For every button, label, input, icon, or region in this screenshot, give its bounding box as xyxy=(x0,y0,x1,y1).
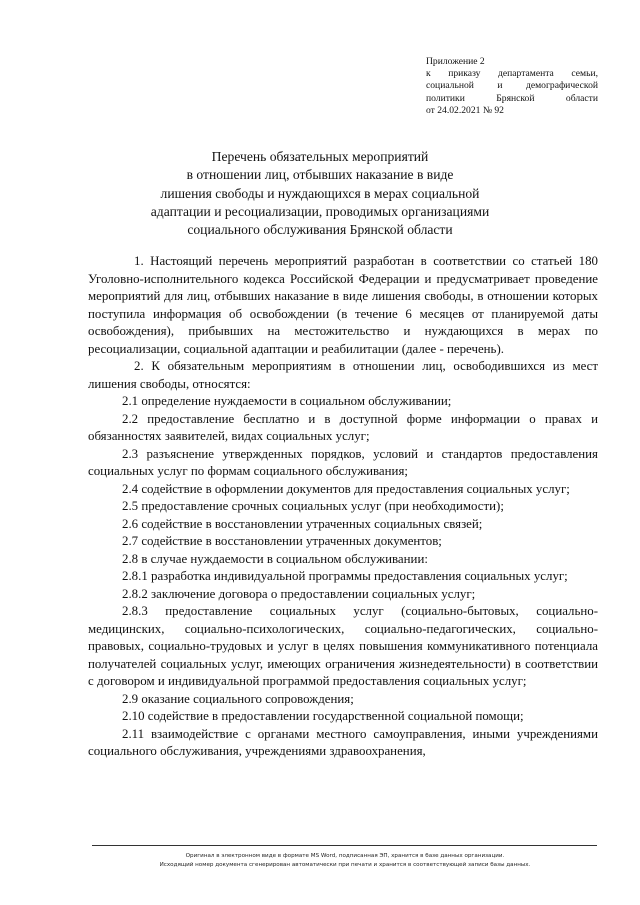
appendix-department-line: социальной и демографической xyxy=(426,80,598,92)
item-2-6: 2.6 содействие в восстановлении утраченных социальных связей; xyxy=(122,516,483,531)
item-2-11: 2.11 взаимодействие с органами местного самоуправления, иными учреждениями социального обслуживания, учреждениями здравоохранения, xyxy=(88,726,598,758)
title-line: адаптации и ресоциализации, проводимых организациями xyxy=(150,203,490,219)
item-2-7: 2.7 содействие в восстановлении утраченных документов; xyxy=(122,534,442,548)
title-line: социального обслуживания Брянской области xyxy=(187,222,453,238)
item-2-8-1: 2.8.1 разработка индивидуальной программы предоставления социальных услуг; xyxy=(122,569,568,583)
item-2-8: 2.8 в случае нуждаемости в социальном обслуживании: xyxy=(122,551,428,566)
paragraph-2: 2. К обязательным мероприятиям в отношении лиц, освободившихся из мест лишения свободы, относятся: xyxy=(88,359,598,391)
item-2-8-3: 2.8.3 предоставление социальных услуг (социально-бытовых, социально-медицинских, социально-психологических, социально-педагогических, социально-правовых, социально-трудовых и услуг в целях повышения коммуникативного потенциала получателей социальных услуг, имеющих ограничения жизнедеятельности) в соответствии с договором и индивидуальной программой предоставления социальных услуг; xyxy=(88,604,598,688)
item-2-10: 2.10 содействие в предоставлении государственной социальной помощи; xyxy=(122,709,524,723)
item-2-2: 2.2 предоставление бесплатно и в доступной форме информации о правах и обязанностях заявителей, видах социальных услуг; xyxy=(88,411,598,443)
footer-line-2: Исходящий номер документа сгенерирован автоматически при печати и хранится в соответствующей записи базы данных. xyxy=(159,861,531,868)
item-2-9: 2.9 оказание социального сопровождения; xyxy=(122,691,354,706)
item-2-4: 2.4 содействие в оформлении документов для предоставления социальных услуг; xyxy=(122,481,570,496)
item-2-8-2: 2.8.2 заключение договора о предоставлении социальных услуг; xyxy=(122,586,476,601)
appendix-block xyxy=(426,56,598,117)
footer-divider xyxy=(92,845,597,846)
appendix-label: Приложение 2 xyxy=(426,56,485,67)
title-line: в отношении лиц, отбывших наказание в виде xyxy=(186,167,454,183)
footer-line-1: Оригинал в электронном виде в формате MS Word, подписанная ЭП, хранится в базе данных организации. xyxy=(185,853,505,859)
title-line: Перечень обязательных мероприятий xyxy=(211,149,429,164)
appendix-date-line: от 24.02.2021 № 92 xyxy=(426,104,504,116)
paragraph-1: 1. Настоящий перечень мероприятий разработан в соответствии со статьей 180 Уголовно-исполнительного кодекса Российской Федерации и предусматривает проведение мероприятий для лиц, отбывших наказание в виде лишения свободы, в отношении которых поступила информация об освобождении (в течение 6 месяцев от планируемой даты освобождения), прибывших на местожительство и нуждающихся в мерах по ресоциализации, социальной адаптации и реабилитации (далее - перечень). xyxy=(88,254,598,356)
document-title xyxy=(110,148,530,239)
item-2-5: 2.5 предоставление срочных социальных услуг (при необходимости); xyxy=(122,499,504,513)
item-2-1: 2.1 определение нуждаемости в социальном обслуживании; xyxy=(122,394,452,408)
item-2-3: 2.3 разъяснение утвержденных порядков, условий и стандартов предоставления социальных услуг по формам социального обслуживания; xyxy=(88,446,598,478)
title-line: лишения свободы и нуждающихся в мерах социальной xyxy=(160,185,480,201)
appendix-policy-line: политики Брянской области xyxy=(426,92,598,104)
footer-note xyxy=(90,852,600,869)
appendix-order-line: к приказу департамента семьи, xyxy=(426,68,598,80)
document-body xyxy=(88,253,598,761)
